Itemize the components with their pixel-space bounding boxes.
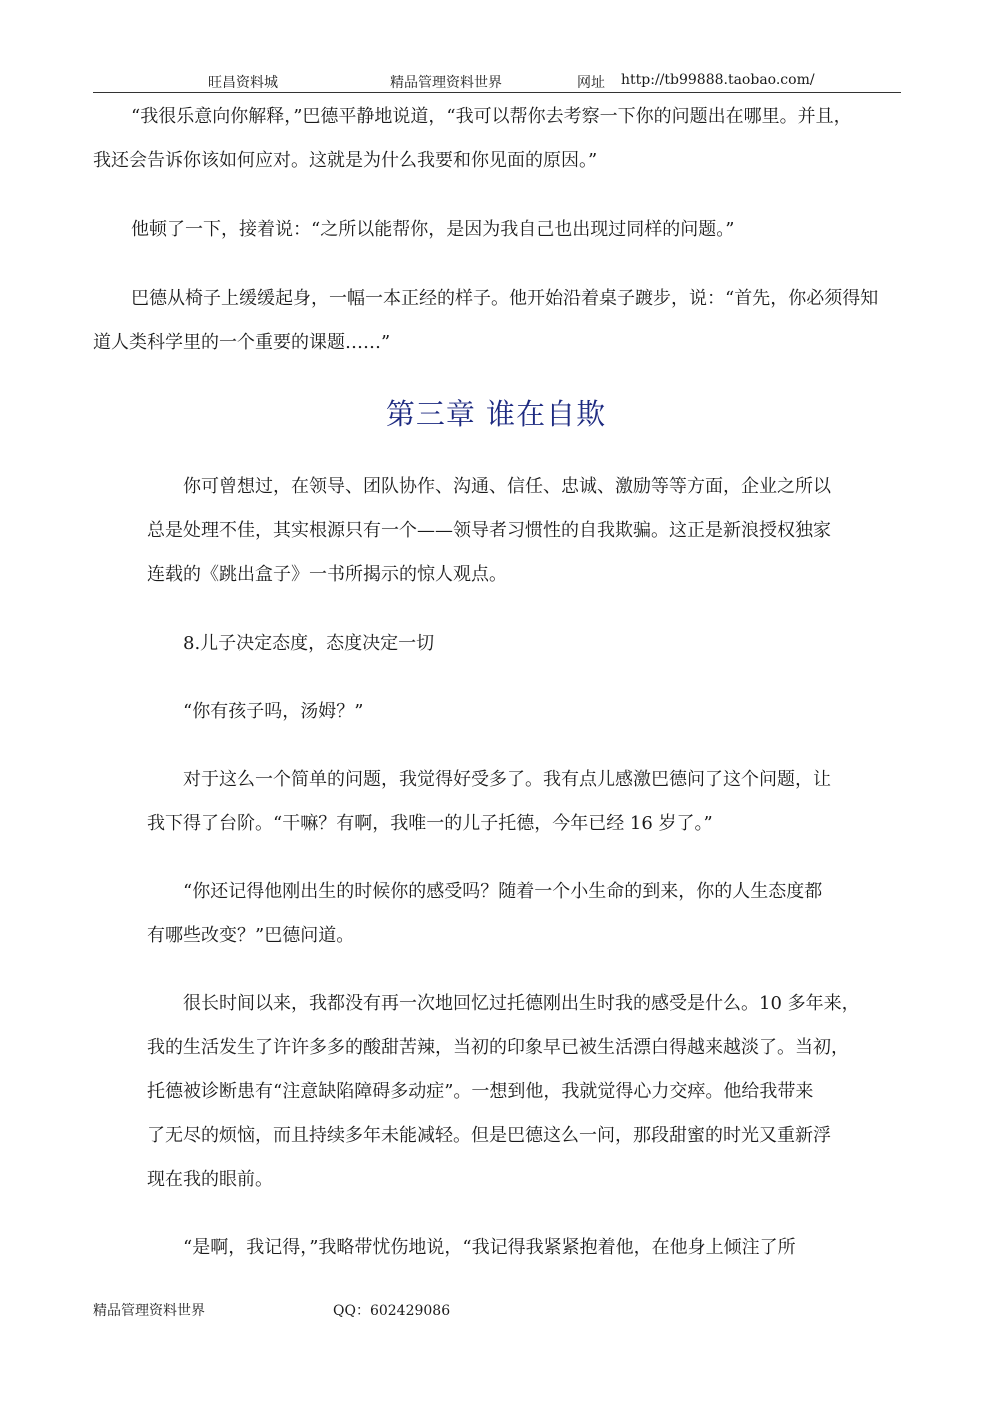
text-line: 总是处理不佳，其实根源只有一个——领导者习惯性的自我欺骗。这正是新浪授权独家 xyxy=(147,520,831,541)
text-line: 托德被诊断患有“注意缺陷障碍多动症”。一想到他，我就觉得心力交瘁。他给我带来 xyxy=(147,1081,814,1102)
chapter-title: 第三章 谁在自欺 xyxy=(385,397,607,431)
text-line: “是啊，我记得，”我略带忧伤地说，“我记得我紧紧抱着他，在他身上倾注了所 xyxy=(183,1237,796,1258)
text-line: “我很乐意向你解释，”巴德平静地说道，“我可以帮你去考察一下你的问题出在哪里。并且， xyxy=(131,106,852,127)
text-line: 我下得了台阶。“干嘛？有啊，我唯一的儿子托德，今年已经 16 岁了。” xyxy=(147,813,713,834)
header-url-label: 网址 xyxy=(577,75,605,91)
text-line: 道人类科学里的一个重要的课题……” xyxy=(93,332,391,353)
footer-qq: QQ：602429086 xyxy=(333,1303,451,1319)
header-site-name: 精品管理资料世界 xyxy=(390,75,502,91)
footer-site-name: 精品管理资料世界 xyxy=(93,1303,205,1319)
text-line: “你有孩子吗，汤姆？” xyxy=(183,701,364,722)
text-line: 我还会告诉你该如何应对。这就是为什么我要和你见面的原因。” xyxy=(93,150,598,171)
text-line: 我的生活发生了许许多多的酸甜苦辣，当初的印象早已被生活漂白得越来越淡了。当初， xyxy=(147,1037,849,1058)
text-line: 有哪些改变？”巴德问道。 xyxy=(147,925,355,946)
header-shop-name: 旺昌资料城 xyxy=(208,75,278,91)
text-line: 他顿了一下，接着说：“之所以能帮你，是因为我自己也出现过同样的问题。” xyxy=(131,219,735,240)
header-url: http://tb99888.taobao.com/ xyxy=(621,72,815,88)
page-header xyxy=(0,72,992,92)
text-line: 了无尽的烦恼，而且持续多年未能减轻。但是巴德这么一问，那段甜蜜的时光又重新浮 xyxy=(147,1125,831,1146)
section-heading: 8.儿子决定态度，态度决定一切 xyxy=(183,633,435,654)
text-line: 你可曾想过，在领导、团队协作、沟通、信任、忠诚、激励等等方面，企业之所以 xyxy=(183,476,831,497)
text-line: 对于这么一个简单的问题，我觉得好受多了。我有点儿感激巴德问了这个问题，让 xyxy=(183,769,831,790)
text-line: 巴德从椅子上缓缓起身，一幅一本正经的样子。他开始沿着桌子踱步，说：“首先，你必须得知 xyxy=(131,288,879,309)
text-line: 很长时间以来，我都没有再一次地回忆过托德刚出生时我的感受是什么。10 多年来， xyxy=(183,993,860,1014)
header-divider xyxy=(93,92,901,93)
text-line: “你还记得他刚出生的时候你的感受吗？随着一个小生命的到来，你的人生态度都 xyxy=(183,881,823,902)
text-line: 现在我的眼前。 xyxy=(147,1169,273,1190)
text-line: 连载的《跳出盒子》一书所揭示的惊人观点。 xyxy=(147,564,507,585)
